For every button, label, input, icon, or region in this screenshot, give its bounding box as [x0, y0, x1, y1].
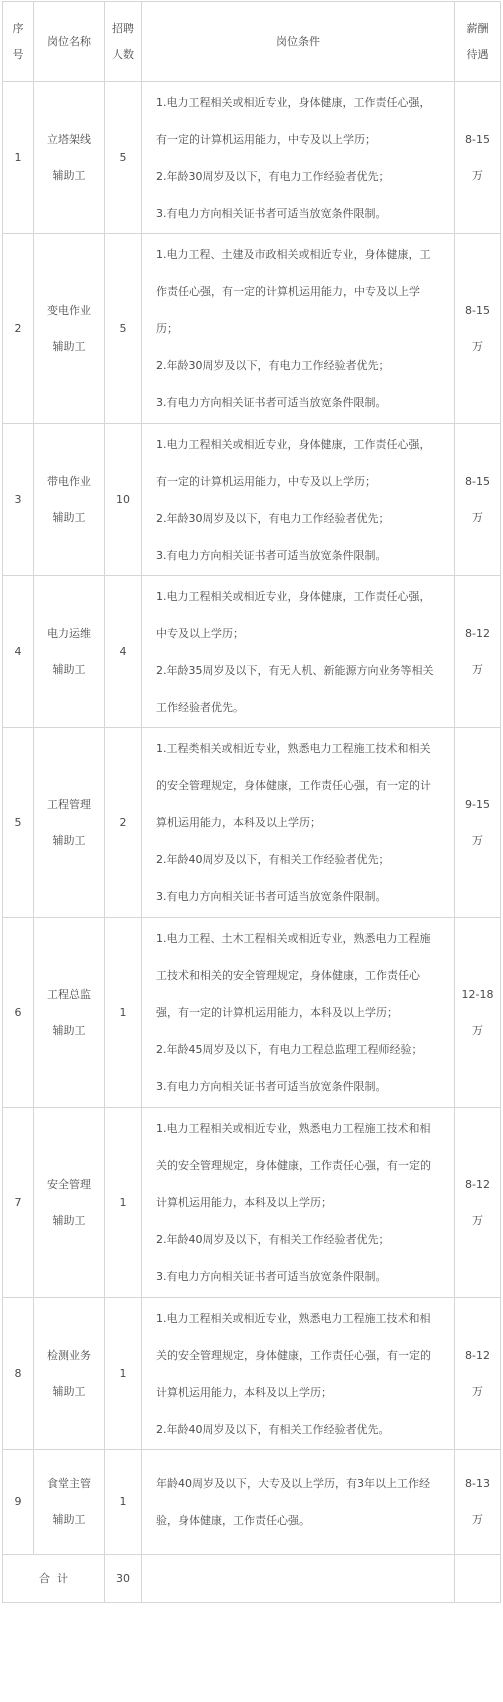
header-name: 岗位名称 — [34, 2, 105, 82]
condition-line: 中专及以上学历； — [156, 626, 244, 640]
salary-line: 8-15 — [465, 303, 490, 317]
salary — [455, 82, 501, 234]
table-row — [3, 1108, 501, 1298]
header-count-line-1: 招聘 — [112, 21, 134, 35]
position-name — [34, 424, 105, 576]
condition-line: 关的安全管理规定，身体健康，工作责任心强，有一定的 — [156, 1348, 431, 1362]
condition-line: 算机运用能力，本科及以上学历； — [156, 816, 321, 829]
position-name-line: 辅助工 — [52, 1513, 86, 1526]
salary — [455, 234, 501, 424]
header-count — [105, 2, 142, 82]
table-row — [3, 918, 501, 1108]
position-name-line: 辅助工 — [52, 168, 86, 182]
position-conditions — [142, 918, 455, 1108]
condition-line: 3.有电力方向相关证书者可适当放宽条件限制。 — [156, 1270, 387, 1283]
condition-line: 年龄40周岁及以下，大专及以上学历，有3年以上工作经 — [156, 1477, 430, 1490]
condition-line: 3.有电力方向相关证书者可适当放宽条件限制。 — [156, 890, 387, 903]
condition-line: 计算机运用能力，本科及以上学历； — [156, 1196, 332, 1209]
position-conditions — [142, 1450, 455, 1555]
position-conditions — [142, 576, 455, 728]
condition-line: 验，身体健康，工作责任心强。 — [156, 1514, 310, 1527]
header-pay — [455, 2, 501, 82]
condition-line: 1.电力工程、土建及市政相关或相近专业，身体健康，工 — [156, 248, 431, 261]
salary-line: 万 — [472, 1213, 483, 1227]
condition-line: 1.电力工程相关或相近专业，身体健康，工作责任心强， — [156, 437, 431, 451]
hire-count: 1 — [105, 1298, 142, 1450]
row-number: 3 — [3, 424, 34, 576]
salary-line: 12-18 — [461, 987, 494, 1001]
position-name-line: 工程总监 — [47, 987, 91, 1001]
salary — [455, 424, 501, 576]
position-name-line: 安全管理 — [47, 1177, 91, 1191]
position-name-line: 变电作业 — [47, 303, 91, 317]
row-number: 8 — [3, 1298, 34, 1450]
condition-line: 强，有一定的计算机运用能力，本科及以上学历； — [156, 1006, 398, 1019]
salary-line: 8-15 — [465, 132, 490, 146]
salary — [455, 1108, 501, 1298]
condition-line: 1.电力工程相关或相近专业，熟悉电力工程施工技术和相 — [156, 1311, 431, 1325]
position-name — [34, 918, 105, 1108]
salary-line: 9-15 — [465, 797, 490, 811]
salary-line: 8-13 — [465, 1477, 490, 1490]
salary-line: 万 — [472, 510, 483, 524]
salary-line: 万 — [472, 339, 483, 353]
position-name — [34, 234, 105, 424]
position-name — [34, 1450, 105, 1555]
row-number: 4 — [3, 576, 34, 728]
position-name-line: 带电作业 — [47, 474, 91, 488]
row-number: 7 — [3, 1108, 34, 1298]
salary — [455, 918, 501, 1108]
total-row — [3, 1555, 501, 1603]
hire-count: 1 — [105, 918, 142, 1108]
salary-line: 万 — [472, 168, 483, 182]
position-conditions — [142, 1298, 455, 1450]
position-name-line: 辅助工 — [52, 662, 86, 676]
hire-count: 1 — [105, 1108, 142, 1298]
position-name-line: 辅助工 — [52, 510, 86, 524]
total-count: 30 — [105, 1555, 142, 1603]
position-name-line: 工程管理 — [47, 797, 91, 811]
position-conditions — [142, 82, 455, 234]
condition-line: 工作经验者优先。 — [156, 700, 244, 714]
position-name-line: 辅助工 — [52, 1384, 86, 1398]
condition-line: 3.有电力方向相关证书者可适当放宽条件限制。 — [156, 1080, 387, 1093]
condition-line: 2.年龄40周岁及以下，有相关工作经验者优先。 — [156, 1422, 390, 1436]
condition-line: 2.年龄30周岁及以下，有电力工作经验者优先； — [156, 511, 390, 525]
condition-line: 计算机运用能力，本科及以上学历； — [156, 1385, 332, 1399]
salary-line: 8-12 — [465, 1177, 490, 1191]
salary-line: 万 — [472, 1023, 483, 1037]
condition-line: 2.年龄30周岁及以下，有电力工作经验者优先； — [156, 169, 390, 183]
table-row — [3, 1450, 501, 1555]
table-row — [3, 728, 501, 918]
row-number: 9 — [3, 1450, 34, 1555]
condition-line: 关的安全管理规定，身体健康，工作责任心强，有一定的 — [156, 1159, 431, 1172]
header-count-line-2: 人数 — [112, 47, 134, 61]
table-row — [3, 424, 501, 576]
salary — [455, 1450, 501, 1555]
position-name-line: 辅助工 — [52, 833, 86, 847]
header-pay-line-2: 待遇 — [466, 47, 489, 61]
row-number: 6 — [3, 918, 34, 1108]
condition-line: 2.年龄45周岁及以下，有电力工程总监理工程师经验； — [156, 1043, 423, 1056]
condition-line: 1.电力工程相关或相近专业，身体健康，工作责任心强， — [156, 589, 431, 603]
condition-line: 1.工程类相关或相近专业，熟悉电力工程施工技术和相关 — [156, 742, 431, 755]
position-name — [34, 728, 105, 918]
salary-line: 8-12 — [465, 626, 490, 640]
total-empty-conditions — [142, 1555, 455, 1603]
position-name — [34, 576, 105, 728]
table-row — [3, 82, 501, 234]
position-name-line: 食堂主管 — [47, 1477, 91, 1490]
condition-line: 1.电力工程相关或相近专业，熟悉电力工程施工技术和相 — [156, 1122, 431, 1135]
position-name-line: 辅助工 — [52, 339, 86, 353]
salary-line: 万 — [472, 1513, 483, 1526]
total-empty-pay — [455, 1555, 501, 1603]
table-row — [3, 234, 501, 424]
salary — [455, 728, 501, 918]
condition-line: 1.电力工程相关或相近专业，身体健康，工作责任心强， — [156, 95, 431, 109]
condition-line: 2.年龄40周岁及以下，有相关工作经验者优先； — [156, 1233, 390, 1246]
condition-line: 2.年龄35周岁及以下，有无人机、新能源方向业务等相关 — [156, 663, 434, 677]
row-number: 2 — [3, 234, 34, 424]
position-conditions — [142, 728, 455, 918]
salary-line: 8-15 — [465, 474, 490, 488]
condition-line: 3.有电力方向相关证书者可适当放宽条件限制。 — [156, 396, 387, 409]
hire-count: 2 — [105, 728, 142, 918]
position-name-line: 辅助工 — [52, 1213, 86, 1227]
position-name — [34, 82, 105, 234]
position-name-line: 辅助工 — [52, 1023, 86, 1037]
condition-line: 历； — [156, 322, 178, 335]
position-conditions — [142, 424, 455, 576]
salary — [455, 1298, 501, 1450]
hire-count: 4 — [105, 576, 142, 728]
hire-count: 5 — [105, 234, 142, 424]
recruitment-table — [2, 1, 501, 1603]
condition-line: 作责任心强，有一定的计算机运用能力，中专及以上学 — [156, 285, 420, 298]
condition-line: 有一定的计算机运用能力，中专及以上学历； — [156, 132, 376, 146]
header-num-line-2: 号 — [12, 47, 24, 61]
salary — [455, 576, 501, 728]
position-name — [34, 1298, 105, 1450]
hire-count: 10 — [105, 424, 142, 576]
header-conditions: 岗位条件 — [142, 2, 455, 82]
position-conditions — [142, 234, 455, 424]
position-name-line: 检测业务 — [47, 1348, 91, 1362]
condition-line: 3.有电力方向相关证书者可适当放宽条件限制。 — [156, 206, 387, 220]
hire-count: 5 — [105, 82, 142, 234]
salary-line: 万 — [472, 1384, 483, 1398]
condition-line: 2.年龄40周岁及以下，有相关工作经验者优先； — [156, 853, 390, 866]
table-row — [3, 1298, 501, 1450]
position-name-line: 电力运维 — [47, 626, 91, 640]
row-number: 5 — [3, 728, 34, 918]
hire-count: 1 — [105, 1450, 142, 1555]
salary-line: 万 — [472, 833, 483, 847]
position-name — [34, 1108, 105, 1298]
condition-line: 3.有电力方向相关证书者可适当放宽条件限制。 — [156, 548, 387, 562]
header-row — [3, 2, 501, 82]
condition-line: 有一定的计算机运用能力，中专及以上学历； — [156, 474, 376, 488]
condition-line: 的安全管理规定，身体健康，工作责任心强，有一定的计 — [156, 779, 431, 792]
salary-line: 8-12 — [465, 1348, 490, 1362]
row-number: 1 — [3, 82, 34, 234]
position-name-line: 立塔架线 — [47, 132, 91, 146]
total-label: 合 计 — [3, 1555, 105, 1603]
condition-line: 1.电力工程、土木工程相关或相近专业，熟悉电力工程施 — [156, 932, 431, 945]
salary-line: 万 — [472, 662, 483, 676]
header-pay-line-1: 薪酬 — [466, 21, 489, 35]
condition-line: 2.年龄30周岁及以下，有电力工作经验者优先； — [156, 359, 390, 372]
position-conditions — [142, 1108, 455, 1298]
header-num — [3, 2, 34, 82]
condition-line: 工技术和相关的安全管理规定，身体健康，工作责任心 — [156, 969, 420, 982]
table-row — [3, 576, 501, 728]
header-num-line-1: 序 — [12, 21, 24, 35]
